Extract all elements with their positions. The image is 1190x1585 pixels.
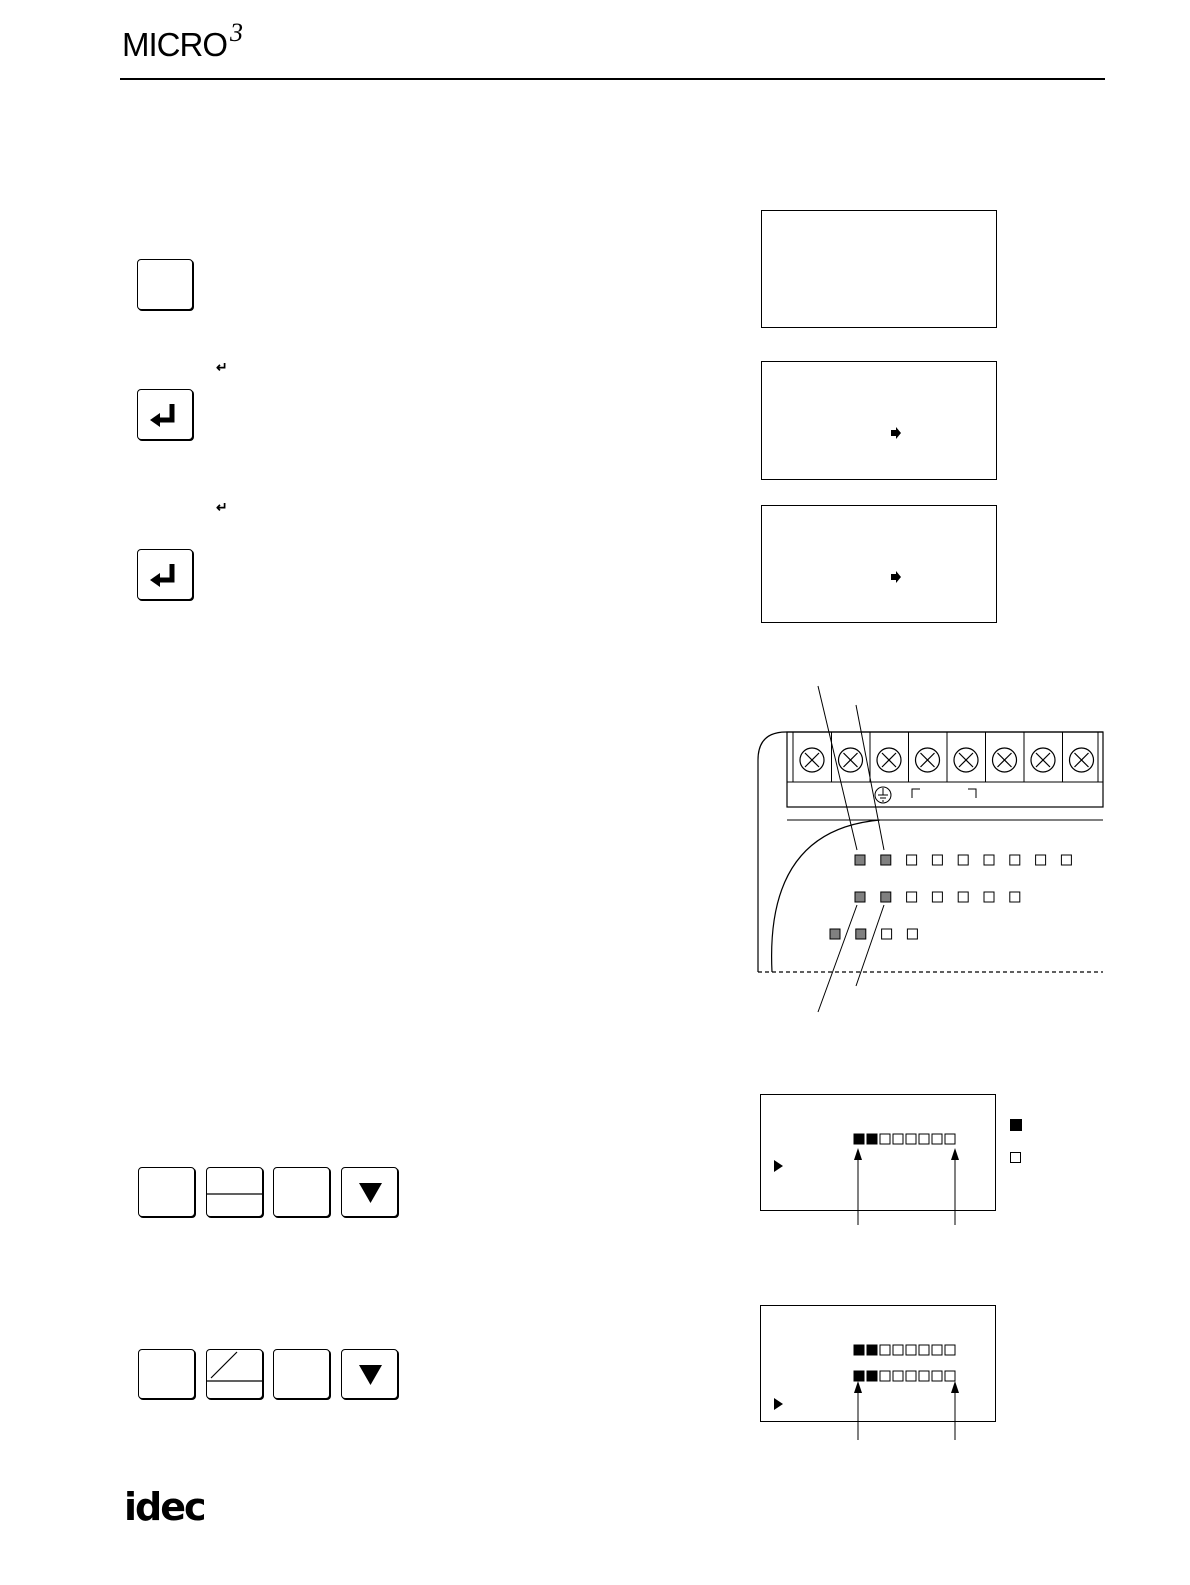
enter-key-icon: [138, 390, 194, 441]
status-on-square: [867, 1345, 877, 1355]
terminal-screw-icon: [832, 732, 863, 782]
led-off-indicator: [1036, 855, 1046, 865]
status-off-square: [906, 1371, 916, 1381]
status-off-square: [893, 1345, 903, 1355]
led-on-indicator: [855, 892, 865, 902]
idec-logo: idec: [124, 1485, 205, 1529]
brand-superscript: 3: [230, 18, 242, 47]
status-off-square: [906, 1345, 916, 1355]
status-row: [761, 1095, 997, 1212]
status-off-square: [932, 1345, 942, 1355]
status-off-square: [945, 1134, 955, 1144]
slashed-divided-key[interactable]: [206, 1349, 263, 1399]
terminal-screw-icon: [793, 732, 824, 782]
enter-key[interactable]: [137, 389, 193, 440]
enter-key-icon: [138, 550, 194, 601]
blank-key[interactable]: [138, 1167, 195, 1217]
status-off-square: [919, 1134, 929, 1144]
terminal-screw-icon: [1063, 732, 1094, 782]
brand-name: MICRO: [122, 26, 227, 63]
enter-key[interactable]: [137, 549, 193, 600]
status-on-square: [867, 1134, 877, 1144]
status-on-square: [854, 1371, 864, 1381]
led-off-indicator: [984, 855, 994, 865]
status-off-square: [880, 1134, 890, 1144]
status-off-square: [880, 1345, 890, 1355]
led-off-indicator: [907, 892, 917, 902]
status-on-square: [854, 1134, 864, 1144]
status-off-square: [893, 1371, 903, 1381]
down-arrow-key[interactable]: [341, 1167, 398, 1217]
blank-key[interactable]: [138, 1349, 195, 1399]
key-divider-icon: [207, 1168, 264, 1218]
led-off-indicator: [932, 855, 942, 865]
status-on-square: [854, 1345, 864, 1355]
status-off-square: [919, 1345, 929, 1355]
led-off-indicator: [1010, 855, 1020, 865]
status-off-square: [893, 1134, 903, 1144]
terminal-screw-icon: [986, 732, 1017, 782]
header-rule: [120, 78, 1105, 80]
led-off-indicator: [1010, 892, 1020, 902]
status-off-square: [945, 1345, 955, 1355]
enter-arrow-icon: ↵: [216, 499, 228, 515]
empty-square-icon: [1010, 1152, 1022, 1164]
led-on-indicator: [881, 855, 891, 865]
blank-key[interactable]: [137, 259, 193, 310]
led-off-indicator: [907, 929, 917, 939]
lcd-display-5: [760, 1305, 996, 1422]
enter-arrow-icon: ↵: [216, 359, 228, 375]
blank-key[interactable]: [273, 1349, 330, 1399]
status-off-square: [919, 1371, 929, 1381]
led-off-indicator: [907, 855, 917, 865]
down-arrow-key[interactable]: [341, 1349, 398, 1399]
status-rows: [761, 1306, 997, 1423]
led-on-indicator: [855, 855, 865, 865]
lcd-display-4: [760, 1094, 996, 1211]
terminal-screw-icon: [1024, 732, 1055, 782]
lcd-display-1: [761, 210, 997, 328]
status-off-square: [945, 1371, 955, 1381]
led-off-indicator: [882, 929, 892, 939]
lcd-display-2: [761, 361, 997, 480]
brand-logo: [122, 18, 242, 63]
down-triangle-icon: [342, 1168, 399, 1218]
led-off-indicator: [1061, 855, 1071, 865]
status-off-square: [906, 1134, 916, 1144]
key-slash-divider-icon: [207, 1350, 264, 1400]
led-on-indicator: [881, 892, 891, 902]
status-off-square: [932, 1134, 942, 1144]
led-off-indicator: [932, 892, 942, 902]
down-triangle-icon: [342, 1350, 399, 1400]
led-on-indicator: [830, 929, 840, 939]
right-arrow-icon: [890, 571, 902, 583]
filled-square-icon: [1010, 1119, 1022, 1131]
led-off-indicator: [958, 892, 968, 902]
blank-key[interactable]: [273, 1167, 330, 1217]
led-on-indicator: [856, 929, 866, 939]
status-off-square: [932, 1371, 942, 1381]
right-arrow-icon: [890, 427, 902, 439]
right-triangle-icon: [773, 1160, 785, 1172]
right-triangle-icon: [773, 1398, 785, 1410]
led-off-indicator: [984, 892, 994, 902]
status-off-square: [880, 1371, 890, 1381]
divided-key[interactable]: [206, 1167, 263, 1217]
status-on-square: [867, 1371, 877, 1381]
led-off-indicator: [958, 855, 968, 865]
terminal-screw-icon: [909, 732, 940, 782]
terminal-screw-icon: [870, 732, 901, 782]
terminal-screw-icon: [947, 732, 978, 782]
lcd-display-3: [761, 505, 997, 623]
